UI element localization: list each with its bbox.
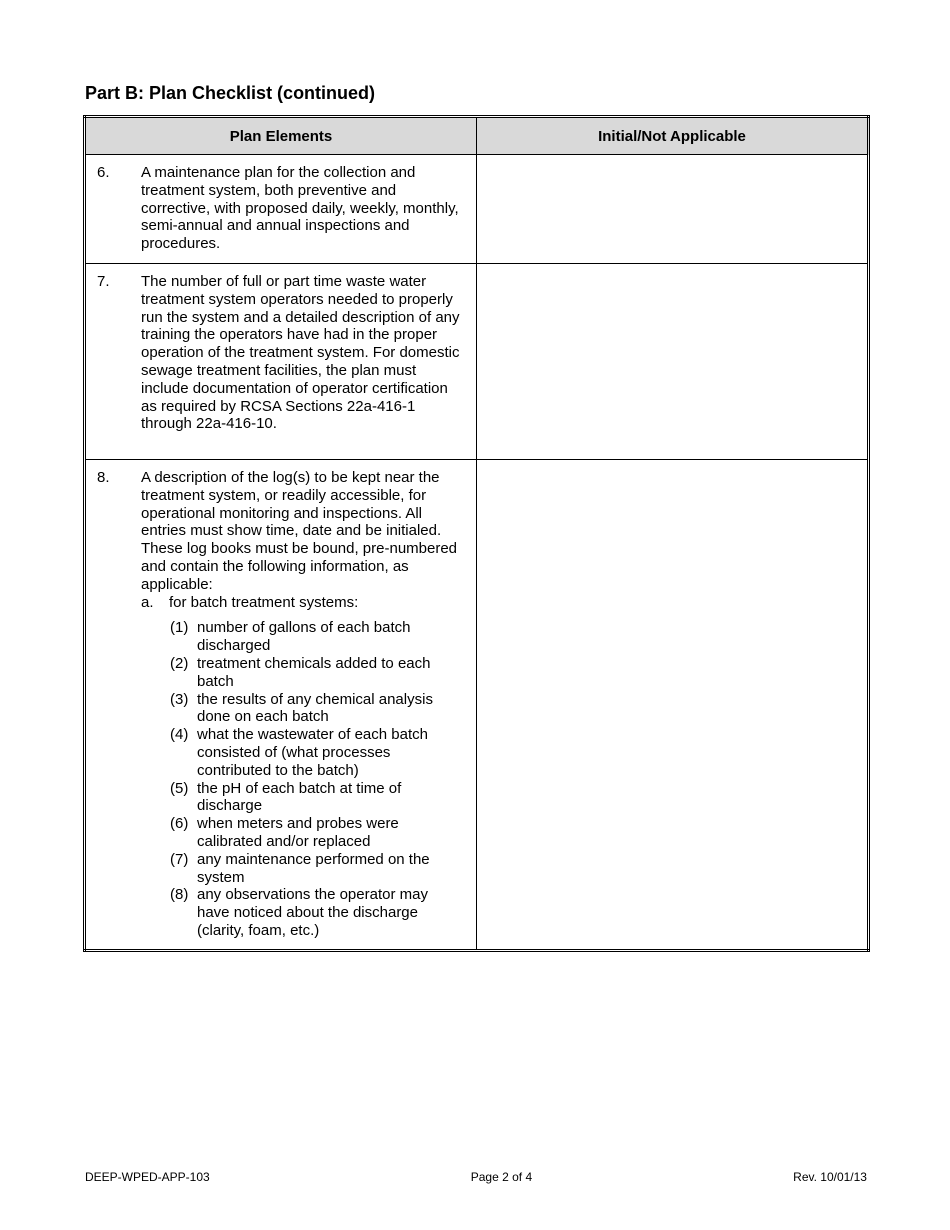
item-number: 6. — [97, 164, 110, 181]
sub-item-label: a. — [141, 593, 154, 611]
plan-element-cell — [85, 264, 477, 460]
form-id: DEEP-WPED-APP-103 — [85, 1170, 210, 1184]
revision-date: Rev. 10/01/13 — [793, 1170, 867, 1184]
list-item-text: any maintenance performed on the system — [197, 850, 430, 886]
table-header-row — [85, 117, 869, 155]
list-item-number: (4) — [170, 726, 189, 744]
plan-element-cell — [85, 155, 477, 264]
list-item — [170, 851, 462, 887]
list-item-text: the results of any chemical analysis done on each batch — [197, 690, 433, 726]
list-item — [170, 619, 462, 655]
table-row — [85, 264, 869, 460]
list-item-number: (8) — [170, 886, 189, 904]
initial-response-cell[interactable] — [477, 264, 869, 460]
list-item-number: (1) — [170, 619, 189, 637]
list-item-text: treatment chemicals added to each batch — [197, 654, 431, 690]
item-text: The number of full or part time waste water treatment system operators needed to properly run the system and a detailed description of any training the operators have had in the proper operation of the treatment system. For domestic sewage treatment facilities, the plan must include documentation of operator certification as required by RCSA Sections 22a-416-1 through 22a-416-10. — [141, 273, 460, 433]
plan-checklist-table — [83, 115, 870, 952]
item-text: A maintenance plan for the collection and treatment system, both preventive and corrective, with proposed daily, weekly, monthly, semi-annual and annual inspections and procedures. — [141, 164, 459, 253]
list-item-number: (5) — [170, 779, 189, 797]
list-item-number: (2) — [170, 654, 189, 672]
list-item-text: number of gallons of each batch discharged — [197, 619, 411, 655]
plan-element-cell — [85, 460, 477, 951]
list-item-text: what the wastewater of each batch consisted of (what processes contributed to the batch) — [197, 726, 428, 779]
column-header-initial-not-applicable: Initial/Not Applicable — [477, 117, 869, 155]
sub-item-a — [141, 594, 462, 612]
item-number: 8. — [97, 469, 110, 486]
list-item-number: (6) — [170, 815, 189, 833]
list-item-text: any observations the operator may have noticed about the discharge (clarity, foam, etc.) — [197, 886, 428, 939]
item-number: 7. — [97, 273, 110, 290]
list-item — [170, 655, 462, 691]
table-row — [85, 155, 869, 264]
page-footer — [85, 1170, 867, 1184]
list-item — [170, 815, 462, 851]
item-text: A description of the log(s) to be kept near the treatment system, or readily accessible, for operational monitoring and inspections. All entries must show time, date and be initialed. These log books must be bound, pre-numbered and contain the following information, as applicable: — [141, 469, 458, 593]
sub-item-text: for batch treatment systems: — [169, 593, 359, 611]
list-item-number: (3) — [170, 690, 189, 708]
list-item — [170, 726, 462, 779]
initial-response-cell[interactable] — [477, 460, 869, 951]
page-number: Page 2 of 4 — [470, 1170, 533, 1184]
list-item-text: when meters and probes were calibrated and/or replaced — [197, 815, 399, 850]
column-header-plan-elements: Plan Elements — [85, 117, 477, 155]
list-item-number: (7) — [170, 850, 189, 868]
batch-log-list — [141, 619, 462, 939]
list-item-text: the pH of each batch at time of discharge — [197, 779, 402, 815]
list-item — [170, 691, 462, 727]
table-row — [85, 460, 869, 951]
list-item — [170, 886, 462, 939]
list-item — [170, 780, 462, 816]
page-title: Part B: Plan Checklist (continued) — [85, 83, 376, 103]
initial-response-cell[interactable] — [477, 155, 869, 264]
